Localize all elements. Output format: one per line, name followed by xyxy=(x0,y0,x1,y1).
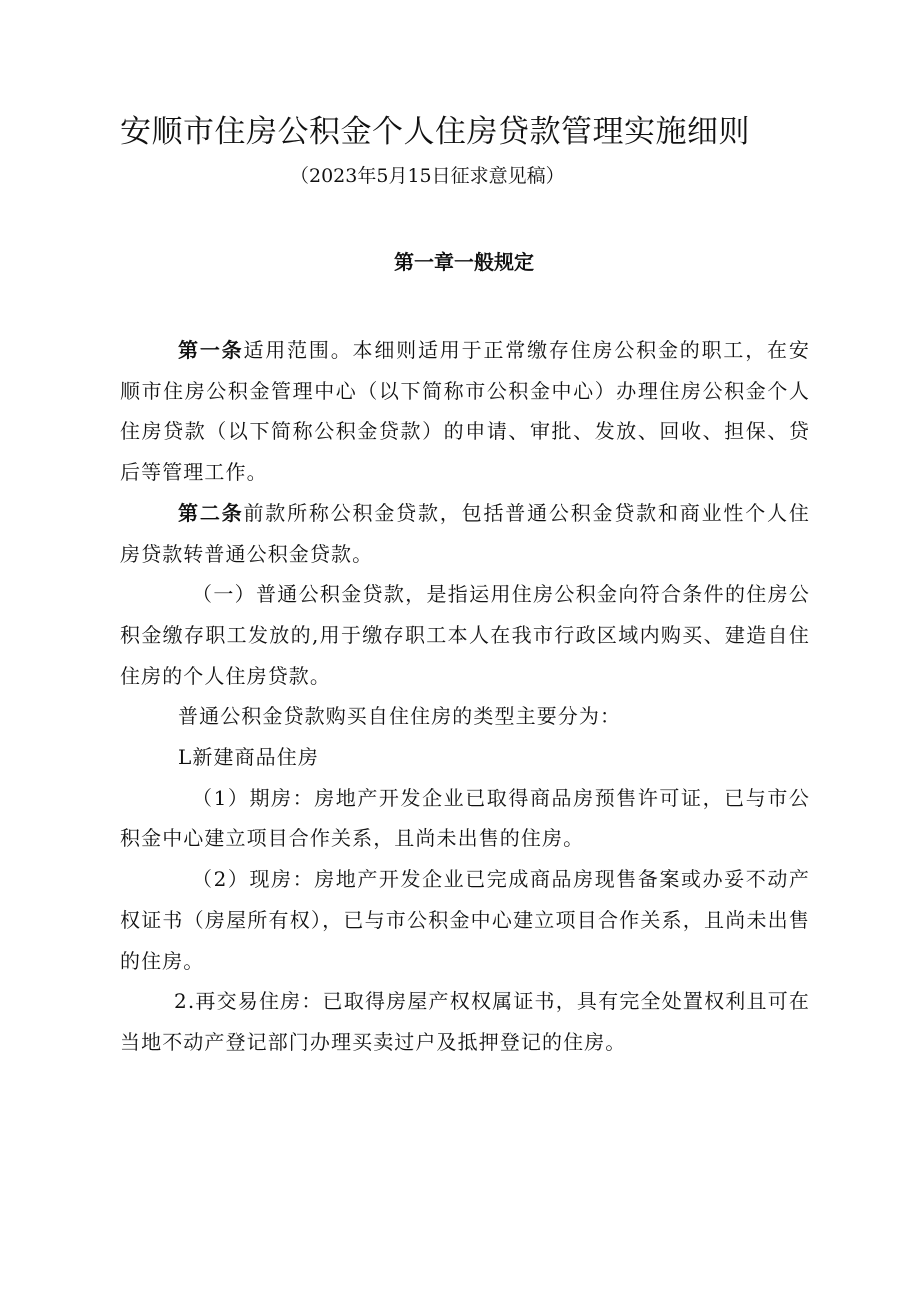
document-title: 安顺市住房公积金个人住房贷款管理实施细则 xyxy=(120,114,750,150)
article-2-heading: 第二条 xyxy=(178,500,244,525)
article-2-text: 前款所称公积金贷款，包括普通公积金贷款和商业性个人住房贷款转普通公积金贷款。 xyxy=(120,500,810,566)
paragraph-loan-types-intro: 普通公积金贷款购买自住住房的类型主要分为： xyxy=(178,704,622,729)
document-body xyxy=(120,330,810,1063)
paragraph-presale-housing: （1）期房：房地产开发企业已取得商品房预售许可证，已与市公积金中心建立项目合作关系，且尚未出售的住房。 xyxy=(120,785,810,851)
article-1 xyxy=(120,330,810,493)
article-1-text: 适用范围。本细则适用于正常缴存住房公积金的职工，在安顺市住房公积金管理中心（以下简称市公积金中心）办理住房公积金个人住房贷款（以下简称公积金贷款）的申请、审批、发放、回收、担保、贷后等管理工作。 xyxy=(120,338,810,485)
article-1-heading: 第一条 xyxy=(178,338,244,362)
article-2 xyxy=(120,493,810,574)
document-subtitle: （2023年5月15日征求意见稿） xyxy=(290,165,565,187)
chapter-heading: 第一章一般规定 xyxy=(394,250,534,274)
paragraph-ordinary-loan: （一）普通公积金贷款，是指运用住房公积金向符合条件的住房公积金缴存职工发放的,用于缴存职工本人在我市行政区域内购买、建造自住住房的个人住房贷款。 xyxy=(120,582,810,688)
paragraph-resale-housing: 2.再交易住房：已取得房屋产权权属证书，具有完全处置权利且可在当地不动产登记部门办理买卖过户及抵押登记的住房。 xyxy=(120,989,810,1054)
paragraph-new-housing: L新建商品住房 xyxy=(178,745,319,770)
paragraph-existing-housing: （2）现房：房地产开发企业已完成商品房现售备案或办妥不动产权证书（房屋所有权），已与市公积金中心建立项目合作关系，且尚未出售的住房。 xyxy=(120,867,810,973)
